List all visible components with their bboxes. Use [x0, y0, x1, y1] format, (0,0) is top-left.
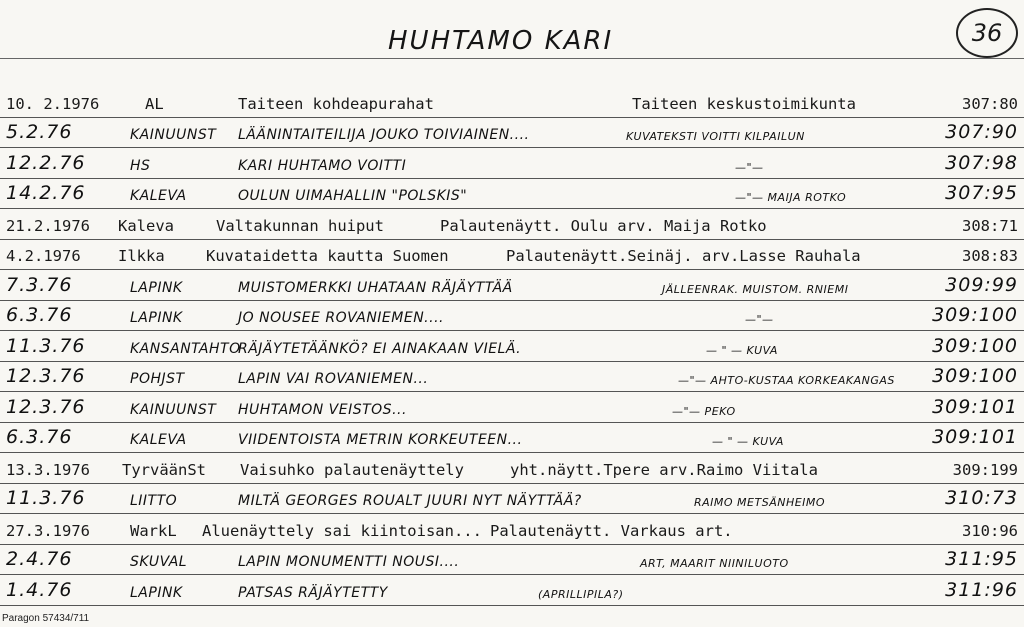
entry-reference: 307:90 — [945, 121, 1018, 143]
card-entry — [0, 301, 1024, 332]
entry-source: SKUVAL — [130, 554, 188, 570]
entry-date: 1.4.76 — [6, 578, 73, 601]
entry-reference: 309:99 — [945, 273, 1018, 296]
entry-reference: 310:96 — [962, 521, 1018, 540]
entry-source: KAINUUNST — [130, 127, 217, 143]
entry-date: 11.3.76 — [6, 487, 86, 509]
print-mark: Paragon 57434/711 — [2, 613, 90, 624]
entry-headline: VIIDENTOISTA METRIN KORKEUTEEN... — [238, 432, 523, 448]
entry-reference: 311:95 — [945, 548, 1018, 570]
entry-note: Palautenäytt. Oulu arv. Maija Rotko — [440, 216, 767, 235]
entry-date: 11.3.76 — [6, 334, 86, 357]
card-entry — [0, 484, 1024, 515]
entry-headline: JO NOUSEE ROVANIEMEN.... — [238, 310, 444, 326]
card-entry — [0, 209, 1024, 240]
entry-date: 7.3.76 — [6, 273, 73, 296]
entry-headline: Vaisuhko palautenäyttely — [240, 460, 464, 479]
card-entry — [0, 179, 1024, 210]
card-entry — [0, 423, 1024, 454]
entry-source: LAPINK — [130, 279, 183, 296]
entry-source: KAINUUNST — [130, 401, 217, 418]
entry-note: — " — KUVA — [706, 343, 778, 357]
entry-headline: Aluenäyttely sai kiintoisan... — [202, 521, 482, 540]
entry-note: — " — KUVA — [712, 435, 784, 448]
entry-note: —"— — [745, 313, 774, 326]
entry-date: 12.3.76 — [6, 395, 86, 418]
entry-date: 4.2.1976 — [6, 247, 81, 265]
card-entry — [0, 270, 1024, 301]
card-entry — [0, 362, 1024, 393]
entry-headline: OULUN UIMAHALLIN "POLSKIS" — [238, 188, 468, 204]
entry-source: TyrväänSt — [122, 460, 206, 479]
entry-date: 14.2.76 — [6, 182, 86, 204]
entry-source: LAPINK — [130, 310, 183, 326]
header-rule — [0, 58, 1024, 59]
entry-note: Palautenäytt.Seinäj. arv.Lasse Rauhala — [506, 247, 861, 265]
card-entry — [0, 514, 1024, 545]
entry-reference: 309:100 — [932, 365, 1018, 387]
entry-source: Ilkka — [118, 247, 165, 265]
entry-note: yht.näytt.Tpere arv.Raimo Viitala — [510, 460, 818, 479]
entry-reference: 309:100 — [932, 334, 1018, 357]
entry-headline: MUISTOMERKKI UHATAAN RÄJÄYTTÄÄ — [238, 279, 513, 296]
entry-list — [0, 87, 1024, 606]
entry-reference: 310:73 — [945, 487, 1018, 509]
entry-headline: RÄJÄYTETÄÄNKÖ? EI AINAKAAN VIELÄ. — [238, 340, 522, 357]
entry-source: LAPINK — [130, 584, 183, 601]
card-entry — [0, 545, 1024, 576]
entry-reference: 307:98 — [945, 151, 1018, 174]
entry-reference: 309:100 — [932, 304, 1018, 326]
entry-note: —"— MAIJA ROTKO — [735, 191, 847, 204]
entry-note: —"— — [735, 160, 764, 174]
entry-date: 12.2.76 — [6, 151, 86, 174]
entry-note: ART, MAARIT NIINILUOTO — [640, 557, 789, 570]
entry-source: KALEVA — [130, 188, 187, 204]
entry-source: POHJST — [130, 371, 185, 387]
card-number: 36 — [956, 8, 1018, 58]
entry-headline: KARI HUHTAMO VOITTI — [238, 157, 407, 174]
entry-reference: 307:95 — [945, 182, 1018, 204]
entry-reference: 311:96 — [945, 578, 1018, 601]
entry-note: —"— AHTO-KUSTAA KORKEAKANGAS — [678, 374, 895, 387]
entry-source: HS — [130, 157, 151, 174]
entry-source: LIITTO — [130, 493, 178, 509]
entry-note: Taiteen keskustoimikunta — [632, 94, 856, 113]
entry-reference: 307:80 — [962, 94, 1018, 113]
entry-source: WarkL — [130, 521, 177, 540]
entry-headline: PATSAS RÄJÄYTETTY — [238, 584, 388, 601]
entry-note: RAIMO METSÄNHEIMO — [694, 496, 826, 509]
entry-headline: LAPIN MONUMENTTI NOUSI.... — [238, 554, 460, 570]
entry-headline: MILTÄ GEORGES ROUALT JUURI NYT NÄYTTÄÄ? — [238, 493, 582, 509]
entry-date: 6.3.76 — [6, 426, 73, 448]
card-entry — [0, 240, 1024, 271]
card-entry — [0, 575, 1024, 606]
entry-date: 6.3.76 — [6, 304, 73, 326]
entry-reference: 308:71 — [962, 216, 1018, 235]
entry-date: 13.3.1976 — [6, 460, 90, 479]
entry-note: KUVATEKSTI VOITTI KILPAILUN — [626, 130, 805, 143]
entry-reference: 308:83 — [962, 247, 1018, 265]
entry-source: KALEVA — [130, 432, 187, 448]
entry-date: 10. 2.1976 — [6, 94, 100, 113]
card-entry — [0, 331, 1024, 362]
entry-reference: 309:101 — [932, 426, 1018, 448]
card-entry — [0, 148, 1024, 179]
entry-note: JÄLLEENRAK. MUISTOM. RNIEMI — [662, 282, 849, 296]
entry-date: 12.3.76 — [6, 365, 86, 387]
entry-date: 21.2.1976 — [6, 216, 90, 235]
entry-source: AL — [145, 94, 164, 113]
entry-headline: Valtakunnan huiput — [216, 216, 384, 235]
entry-headline: Kuvataidetta kautta Suomen — [206, 247, 449, 265]
card-entry — [0, 118, 1024, 149]
entry-reference: 309:199 — [952, 460, 1018, 479]
card-entry — [0, 392, 1024, 423]
card-entry — [0, 87, 1024, 118]
card-entry — [0, 453, 1024, 484]
entry-date: 27.3.1976 — [6, 521, 90, 540]
entry-headline: LÄÄNINTAITEILIJA JOUKO TOIVIAINEN.... — [238, 127, 530, 143]
entry-source: KANSANTAHTO — [130, 340, 241, 357]
entry-reference: 309:101 — [932, 395, 1018, 418]
entry-headline: HUHTAMON VEISTOS... — [238, 401, 407, 418]
entry-source: Kaleva — [118, 216, 174, 235]
card-title: HUHTAMO KARI — [388, 26, 614, 56]
entry-date: 2.4.76 — [6, 548, 73, 570]
entry-date: 5.2.76 — [6, 121, 73, 143]
entry-headline: Taiteen kohdeapurahat — [238, 94, 434, 113]
entry-note: —"— PEKO — [672, 404, 736, 418]
entry-headline: LAPIN VAI ROVANIEMEN... — [238, 371, 429, 387]
entry-note: Palautenäytt. Varkaus art. — [490, 521, 733, 540]
entry-note: (APRILLIPILA?) — [538, 587, 624, 601]
